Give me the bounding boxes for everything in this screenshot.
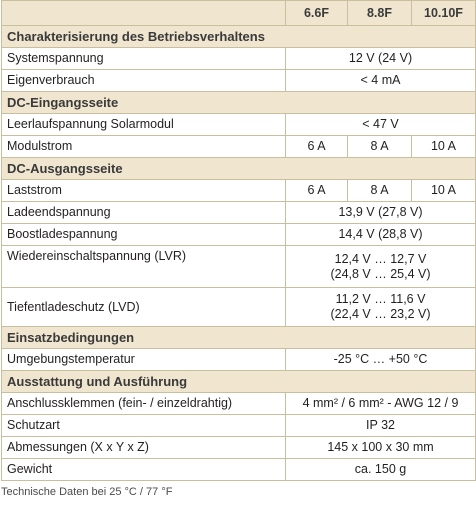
row-value-lvr-line1: 12,4 V … 12,7 V	[334, 251, 427, 266]
row-label-leerlaufspannung: Leerlaufspannung Solarmodul	[2, 114, 286, 136]
model-header-6-6f: 6.6F	[286, 1, 348, 26]
row-value-anschlussklemmen: 4 mm² / 6 mm² - AWG 12 / 9	[286, 393, 476, 415]
table-row	[2, 288, 476, 327]
header-blank-cell	[2, 1, 286, 26]
section-row	[2, 26, 476, 48]
spec-table	[1, 0, 476, 481]
row-label-gewicht: Gewicht	[2, 459, 286, 481]
section-title-dc-ausgang: DC-Ausgangsseite	[2, 158, 476, 180]
row-label-modulstrom: Modulstrom	[2, 136, 286, 158]
row-value-lvr	[286, 246, 476, 288]
row-label-umgebungstemperatur: Umgebungstemperatur	[2, 349, 286, 371]
model-header-10-10f: 10.10F	[412, 1, 476, 26]
table-row	[2, 180, 476, 202]
row-label-systemspannung: Systemspannung	[2, 48, 286, 70]
section-row	[2, 327, 476, 349]
section-row	[2, 158, 476, 180]
table-row	[2, 114, 476, 136]
table-row	[2, 224, 476, 246]
row-label-lvr: Wiedereinschaltspannung (LVR)	[2, 246, 286, 288]
table-row	[2, 48, 476, 70]
row-value-ladeendspannung: 13,9 V (27,8 V)	[286, 202, 476, 224]
row-label-anschlussklemmen: Anschlussklemmen (fein- / einzeldrahtig)	[2, 393, 286, 415]
row-value-systemspannung: 12 V (24 V)	[286, 48, 476, 70]
table-row	[2, 202, 476, 224]
row-label-lvd: Tiefentladeschutz (LVD)	[2, 288, 286, 327]
row-value-laststrom-6-6f: 6 A	[286, 180, 348, 202]
row-label-boostladespannung: Boostladespannung	[2, 224, 286, 246]
row-value-lvr-line2: (24,8 V … 25,4 V)	[330, 266, 431, 281]
row-label-abmessungen: Abmessungen (X x Y x Z)	[2, 437, 286, 459]
section-row	[2, 92, 476, 114]
row-value-leerlaufspannung: < 47 V	[286, 114, 476, 136]
row-value-abmessungen: 145 x 100 x 30 mm	[286, 437, 476, 459]
row-value-lvd-line1: 11,2 V … 11,6 V	[335, 292, 426, 306]
section-title-dc-eingang: DC-Eingangsseite	[2, 92, 476, 114]
footnote: Technische Daten bei 25 °C / 77 °F	[1, 486, 173, 498]
model-header-8-8f: 8.8F	[348, 1, 412, 26]
table-row	[2, 415, 476, 437]
table-row	[2, 136, 476, 158]
row-label-ladeendspannung: Ladeendspannung	[2, 202, 286, 224]
row-value-modulstrom-6-6f: 6 A	[286, 136, 348, 158]
row-value-lvd-line2: (22,4 V … 23,2 V)	[330, 307, 431, 321]
row-value-laststrom-8-8f: 8 A	[348, 180, 412, 202]
row-value-gewicht: ca. 150 g	[286, 459, 476, 481]
section-row	[2, 371, 476, 393]
row-value-lvd	[286, 288, 476, 327]
row-value-modulstrom-8-8f: 8 A	[348, 136, 412, 158]
table-row	[2, 70, 476, 92]
row-value-laststrom-10-10f: 10 A	[412, 180, 476, 202]
table-row	[2, 393, 476, 415]
section-title-einsatzbedingungen: Einsatzbedingungen	[2, 327, 476, 349]
row-value-schutzart: IP 32	[286, 415, 476, 437]
section-title-betriebsverhalten: Charakterisierung des Betriebsverhaltens	[2, 26, 476, 48]
table-header-row	[2, 1, 476, 26]
row-value-umgebungstemperatur: -25 °C … +50 °C	[286, 349, 476, 371]
table-row	[2, 437, 476, 459]
table-row	[2, 246, 476, 288]
table-row	[2, 349, 476, 371]
row-label-eigenverbrauch: Eigenverbrauch	[2, 70, 286, 92]
row-label-schutzart: Schutzart	[2, 415, 286, 437]
row-value-boostladespannung: 14,4 V (28,8 V)	[286, 224, 476, 246]
row-label-laststrom: Laststrom	[2, 180, 286, 202]
row-value-modulstrom-10-10f: 10 A	[412, 136, 476, 158]
row-value-eigenverbrauch: < 4 mA	[286, 70, 476, 92]
table-row	[2, 459, 476, 481]
section-title-ausstattung: Ausstattung und Ausführung	[2, 371, 476, 393]
